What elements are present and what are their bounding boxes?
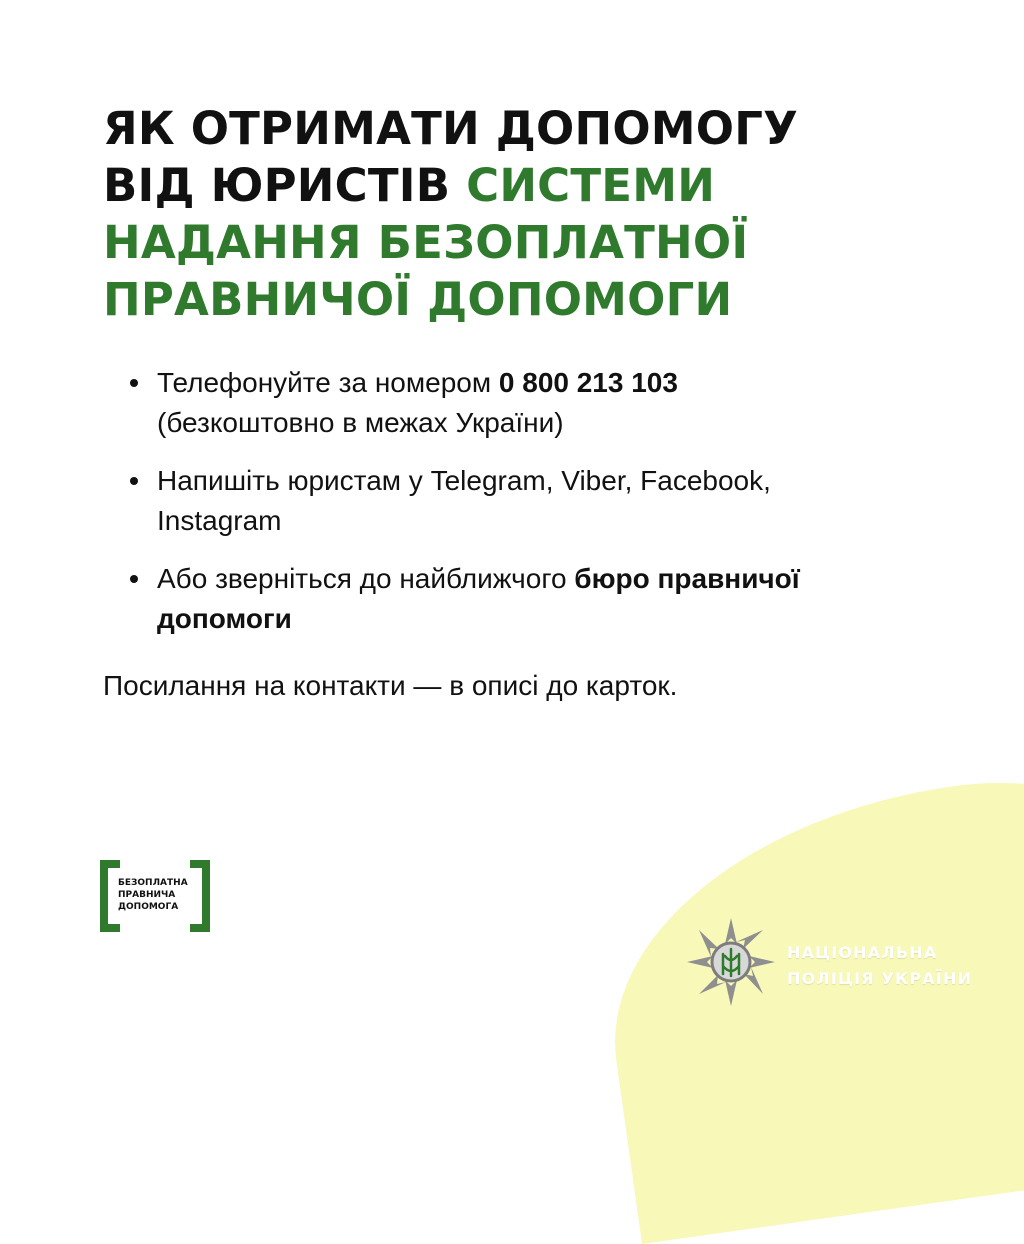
bureau-bold-line-1: бюро правничої	[574, 563, 800, 594]
page-title	[103, 100, 863, 328]
contacts-note: Посилання на контакти — в описі до карток.	[103, 670, 678, 701]
title-line-1: ЯК ОТРИМАТИ ДОПОМОГУ	[103, 102, 798, 155]
list-item-bureau	[127, 559, 927, 639]
list-item-messengers	[127, 461, 927, 541]
logo-text-line-3: ДОПОМОГА	[118, 902, 179, 912]
free-legal-aid-logo	[100, 860, 210, 934]
bureau-text-prefix: Або зверніться до найближчого	[157, 563, 575, 594]
bureau-bold-line-2: допомоги	[157, 603, 292, 634]
police-logo-text	[787, 940, 972, 992]
title-line-2-green: СИСТЕМИ	[466, 159, 716, 212]
bullet-dot-icon	[130, 477, 138, 485]
title-line-3-green: НАДАННЯ БЕЗОПЛАТНОЇ	[103, 216, 749, 269]
list-item-phone	[127, 363, 927, 443]
free-legal-aid-logo-text	[118, 877, 196, 913]
phone-number: 0 800 213 103	[498, 367, 678, 398]
police-star-trident-icon	[685, 916, 777, 1008]
police-logo-line-2: ПОЛІЦІЯ УКРАЇНИ	[787, 969, 973, 988]
bullet-dot-icon	[130, 575, 138, 583]
title-line-4-green: ПРАВНИЧОЇ ДОПОМОГИ	[103, 273, 733, 326]
logo-text-line-2: ПРАВНИЧА	[118, 890, 176, 900]
bullet-dot-icon	[130, 379, 138, 387]
left-bracket-icon	[100, 860, 120, 932]
phone-text-prefix: Телефонуйте за номером	[157, 367, 499, 398]
police-logo-line-1: НАЦІОНАЛЬНА	[787, 943, 938, 962]
messengers-text-line-1: Напишіть юристам у Telegram, Viber, Facebook,	[157, 465, 771, 496]
messengers-text-line-2: Instagram	[157, 505, 282, 536]
yellow-decorative-shape	[585, 752, 1024, 1244]
phone-text-suffix: (безкоштовно в межах України)	[157, 407, 564, 438]
help-options-list	[127, 363, 927, 657]
title-line-2-black: ВІД ЮРИСТІВ	[103, 159, 451, 212]
logo-text-line-1: БЕЗОПЛАТНА	[118, 878, 188, 888]
